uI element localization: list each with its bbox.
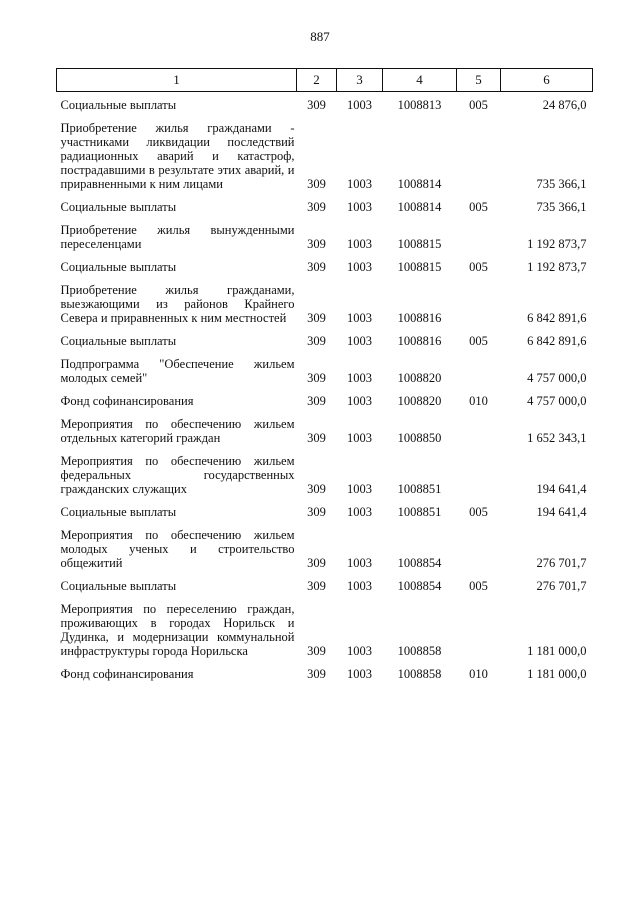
- row-col-2: 309: [307, 200, 326, 214]
- row-col-2: 309: [307, 644, 326, 658]
- row-col-2: 309: [307, 311, 326, 325]
- row-col-2: 309: [307, 482, 326, 496]
- row-name: [57, 408, 297, 445]
- row-sum: 4 757 000,0: [527, 394, 587, 408]
- row-col-3: 1003: [347, 177, 372, 191]
- row-col-2: 309: [307, 334, 326, 348]
- table-row: [57, 348, 593, 385]
- row-name-text: Приобретение жилья гражданами, выезжающими из районов Крайнего Севера и приравненных к ним местностей: [60, 283, 295, 325]
- table-row: [57, 593, 593, 658]
- row-col-5: 005: [469, 505, 488, 519]
- row-name-text: Фонд софинансирования: [60, 394, 194, 408]
- row-sum: 1 181 000,0: [527, 644, 587, 658]
- row-col-3: 1003: [347, 431, 372, 445]
- row-col-2: 309: [307, 371, 326, 385]
- row-name-text: Мероприятия по обеспечению жильем отдельных категорий граждан: [60, 417, 295, 445]
- header-col-6: 6: [501, 69, 593, 92]
- row-col-2: 309: [307, 177, 326, 191]
- row-col-4: 1008854: [397, 556, 442, 570]
- row-col-2: 309: [307, 431, 326, 445]
- row-sum: 1 652 343,1: [527, 431, 587, 445]
- row-col-5: [457, 112, 501, 191]
- row-name-text: Социальные выплаты: [60, 505, 177, 519]
- table-row: [57, 408, 593, 445]
- row-name-text: Приобретение жилья вынужденными переселенцами: [60, 223, 295, 251]
- row-name: [57, 325, 297, 348]
- row-name: [57, 385, 297, 408]
- row-col-3: 1003: [347, 556, 372, 570]
- table-header-row: [57, 69, 593, 92]
- row-col-5: 005: [469, 334, 488, 348]
- row-col-4: 1008815: [397, 260, 442, 274]
- page-number: 887: [310, 29, 330, 44]
- row-col-4: 1008850: [397, 431, 442, 445]
- row-col-5: [457, 519, 501, 570]
- table-row: [57, 658, 593, 681]
- row-name: [57, 112, 297, 191]
- row-col-3: 1003: [347, 334, 372, 348]
- row-col-4: 1008858: [397, 667, 442, 681]
- row-sum: 1 192 873,7: [527, 237, 587, 251]
- row-col-3: 1003: [347, 482, 372, 496]
- row-sum: 276 701,7: [536, 579, 587, 593]
- row-name: [57, 251, 297, 274]
- row-name-text: Фонд софинансирования: [60, 667, 194, 681]
- row-col-4: 1008854: [397, 579, 442, 593]
- row-sum: 1 181 000,0: [527, 667, 587, 681]
- table-row: [57, 385, 593, 408]
- row-col-4: 1008813: [397, 98, 442, 112]
- row-col-3: 1003: [347, 579, 372, 593]
- row-sum: 735 366,1: [536, 177, 587, 191]
- row-sum: 735 366,1: [536, 200, 587, 214]
- table-row: [57, 274, 593, 325]
- row-col-5: 005: [469, 98, 488, 112]
- row-col-3: 1003: [347, 667, 372, 681]
- row-col-3: 1003: [347, 311, 372, 325]
- table-row: [57, 112, 593, 191]
- row-col-2: 309: [307, 579, 326, 593]
- row-col-4: 1008851: [397, 505, 442, 519]
- row-col-4: 1008815: [397, 237, 442, 251]
- row-name: [57, 570, 297, 593]
- row-col-3: 1003: [347, 505, 372, 519]
- row-name-text: Социальные выплаты: [60, 200, 177, 214]
- row-col-5: 010: [469, 394, 488, 408]
- row-col-5: [457, 593, 501, 658]
- row-name: [57, 191, 297, 214]
- row-col-3: 1003: [347, 200, 372, 214]
- row-name-text: Социальные выплаты: [60, 98, 177, 112]
- row-sum: 24 876,0: [542, 98, 587, 112]
- table-row: [57, 214, 593, 251]
- header-col-3: 3: [337, 69, 383, 92]
- row-col-5: 005: [469, 200, 488, 214]
- row-col-4: 1008820: [397, 394, 442, 408]
- row-col-3: 1003: [347, 260, 372, 274]
- budget-table-container: [56, 68, 592, 681]
- row-col-5: [457, 274, 501, 325]
- row-name: [57, 496, 297, 519]
- row-sum: 1 192 873,7: [527, 260, 587, 274]
- row-col-3: 1003: [347, 98, 372, 112]
- row-col-5: 005: [469, 260, 488, 274]
- table-row: [57, 570, 593, 593]
- row-col-3: 1003: [347, 237, 372, 251]
- row-sum: 6 842 891,6: [527, 311, 587, 325]
- table-row: [57, 445, 593, 496]
- row-sum: 194 641,4: [536, 505, 587, 519]
- row-sum: 4 757 000,0: [527, 371, 587, 385]
- row-col-5: 010: [469, 667, 488, 681]
- row-name: [57, 214, 297, 251]
- row-col-3: 1003: [347, 394, 372, 408]
- row-col-2: 309: [307, 98, 326, 112]
- row-name: [57, 519, 297, 570]
- table-body: [57, 92, 593, 682]
- row-col-5: 005: [469, 579, 488, 593]
- table-row: [57, 251, 593, 274]
- row-name-text: Мероприятия по переселению граждан, проживающих в городах Норильск и Дудинка, и модернизации коммунальной инфраструктуры города Норильска: [60, 602, 295, 658]
- row-name-text: Социальные выплаты: [60, 334, 177, 348]
- table-row: [57, 92, 593, 113]
- row-name-text: Приобретение жилья гражданами - участниками ликвидации последствий радиационных аварий и катастроф, пострадавшими в результате этих аварий, и приравненными к ним лицами: [60, 121, 295, 191]
- row-col-4: 1008816: [397, 334, 442, 348]
- row-col-5: [457, 408, 501, 445]
- row-col-3: 1003: [347, 371, 372, 385]
- row-sum: 276 701,7: [536, 556, 587, 570]
- row-name: [57, 348, 297, 385]
- table-row: [57, 519, 593, 570]
- row-col-5: [457, 214, 501, 251]
- row-name-text: Мероприятия по обеспечению жильем молодых ученых и строительство общежитий: [60, 528, 295, 570]
- row-col-4: 1008814: [397, 177, 442, 191]
- row-col-2: 309: [307, 394, 326, 408]
- row-name: [57, 92, 297, 113]
- row-sum: 194 641,4: [536, 482, 587, 496]
- header-col-2: 2: [297, 69, 337, 92]
- row-col-4: 1008814: [397, 200, 442, 214]
- row-col-2: 309: [307, 260, 326, 274]
- budget-table: [56, 68, 593, 681]
- table-row: [57, 496, 593, 519]
- row-name: [57, 274, 297, 325]
- row-col-4: 1008851: [397, 482, 442, 496]
- row-col-2: 309: [307, 505, 326, 519]
- row-name: [57, 445, 297, 496]
- table-row: [57, 191, 593, 214]
- table-row: [57, 325, 593, 348]
- row-col-5: [457, 445, 501, 496]
- row-name: [57, 593, 297, 658]
- row-col-4: 1008816: [397, 311, 442, 325]
- header-col-4: 4: [383, 69, 457, 92]
- header-col-5: 5: [457, 69, 501, 92]
- row-name-text: Мероприятия по обеспечению жильем федеральных государственных гражданских служащих: [60, 454, 295, 496]
- row-col-2: 309: [307, 237, 326, 251]
- row-col-4: 1008858: [397, 644, 442, 658]
- row-col-5: [457, 348, 501, 385]
- row-col-2: 309: [307, 556, 326, 570]
- row-name-text: Социальные выплаты: [60, 579, 177, 593]
- header-col-1: 1: [57, 69, 297, 92]
- row-name-text: Социальные выплаты: [60, 260, 177, 274]
- row-name-text: Подпрограмма "Обеспечение жильем молодых семей": [60, 357, 295, 385]
- row-name: [57, 658, 297, 681]
- row-col-3: 1003: [347, 644, 372, 658]
- row-sum: 6 842 891,6: [527, 334, 587, 348]
- row-col-4: 1008820: [397, 371, 442, 385]
- row-col-2: 309: [307, 667, 326, 681]
